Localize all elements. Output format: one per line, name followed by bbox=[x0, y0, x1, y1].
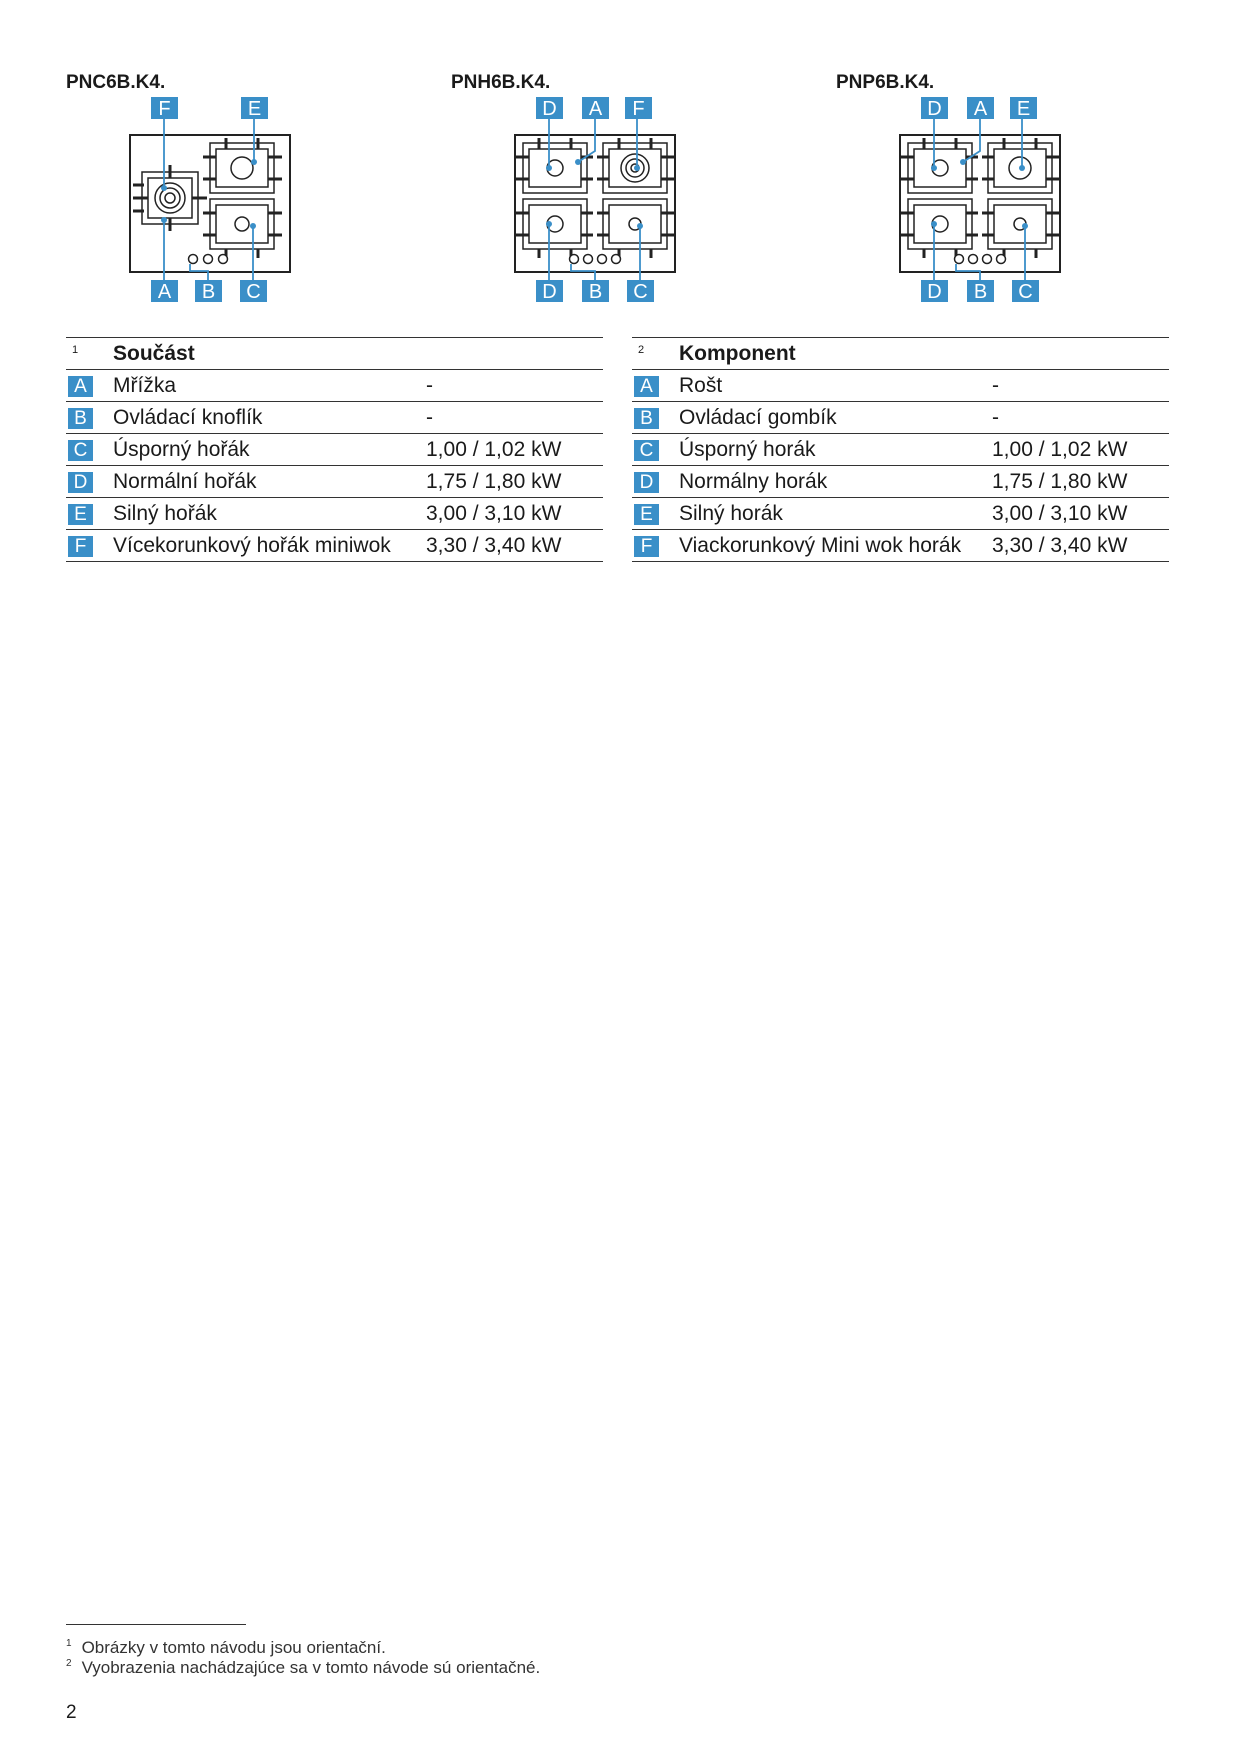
footnote-marker: 2 bbox=[638, 343, 645, 356]
table-row bbox=[632, 466, 1169, 498]
parts-table-czech bbox=[66, 337, 603, 562]
callout-badge-b bbox=[967, 280, 994, 303]
key-badge: D bbox=[68, 472, 93, 493]
part-value: 3,30 / 3,40 kW bbox=[426, 530, 603, 562]
part-name: Normálny horák bbox=[679, 466, 992, 498]
part-value: 1,00 / 1,02 kW bbox=[426, 434, 603, 466]
control-knob-icon bbox=[969, 255, 978, 264]
svg-text:B: B bbox=[973, 281, 988, 303]
table-row bbox=[632, 530, 1169, 562]
part-name: Mřížka bbox=[113, 370, 426, 402]
callout-badge-f bbox=[151, 97, 178, 120]
svg-text:C: C bbox=[246, 281, 261, 303]
part-name: Vícekorunkový hořák miniwok bbox=[113, 530, 426, 562]
table-row bbox=[66, 466, 603, 498]
table-row bbox=[66, 402, 603, 434]
svg-text:B: B bbox=[588, 281, 603, 303]
part-name: Úsporný horák bbox=[679, 434, 992, 466]
footnote-divider bbox=[66, 1624, 246, 1625]
table-row bbox=[632, 370, 1169, 402]
table-header-row bbox=[66, 338, 603, 370]
model-title-pnc6b: PNC6B.K4. bbox=[66, 72, 166, 93]
strong-burner-icon bbox=[231, 157, 253, 179]
svg-text:D: D bbox=[927, 281, 942, 303]
hob-diagram-pnh6b bbox=[485, 95, 725, 310]
callout-badge-c bbox=[627, 280, 654, 303]
callout-badge-e bbox=[241, 97, 268, 120]
page-number: 2 bbox=[66, 1702, 77, 1723]
part-name: Ovládací gombík bbox=[679, 402, 992, 434]
table-header: Komponent bbox=[679, 338, 1169, 370]
part-name: Silný horák bbox=[679, 498, 992, 530]
part-value: - bbox=[426, 402, 603, 434]
control-knob-icon bbox=[997, 255, 1006, 264]
callout-badge-b bbox=[195, 280, 222, 303]
svg-text:D: D bbox=[927, 98, 942, 120]
callout-badge-a bbox=[582, 97, 609, 120]
svg-text:E: E bbox=[1016, 98, 1031, 120]
footnote-marker: 1 bbox=[72, 343, 79, 356]
part-value: - bbox=[426, 370, 603, 402]
part-value: 1,75 / 1,80 kW bbox=[992, 466, 1169, 498]
part-name: Silný hořák bbox=[113, 498, 426, 530]
part-value: - bbox=[992, 402, 1169, 434]
footnote-text: Obrázky v tomto návodu jsou orientační. bbox=[81, 1638, 386, 1657]
model-title-pnh6b: PNH6B.K4. bbox=[451, 72, 551, 93]
part-value: 3,30 / 3,40 kW bbox=[992, 530, 1169, 562]
callout-badge-d bbox=[536, 280, 563, 303]
svg-text:A: A bbox=[157, 281, 172, 303]
svg-text:A: A bbox=[973, 98, 988, 120]
table-row bbox=[66, 370, 603, 402]
svg-text:B: B bbox=[201, 281, 216, 303]
control-knob-icon bbox=[612, 255, 621, 264]
callout-badge-d bbox=[921, 97, 948, 120]
callout-badge-d bbox=[536, 97, 563, 120]
part-value: 1,75 / 1,80 kW bbox=[426, 466, 603, 498]
part-name: Normální hořák bbox=[113, 466, 426, 498]
control-knob-icon bbox=[189, 255, 198, 264]
key-badge: E bbox=[68, 504, 93, 525]
callout-badge-c bbox=[240, 280, 267, 303]
control-knob-icon bbox=[584, 255, 593, 264]
callout-badge-b bbox=[582, 280, 609, 303]
callout-badge-a bbox=[967, 97, 994, 120]
control-knob-icon bbox=[955, 255, 964, 264]
part-name: Viackorunkový Mini wok horák bbox=[679, 530, 992, 562]
key-badge: C bbox=[634, 440, 659, 461]
economy-burner-icon bbox=[235, 217, 249, 231]
part-name: Rošt bbox=[679, 370, 992, 402]
callout-badge-d bbox=[921, 280, 948, 303]
svg-text:F: F bbox=[158, 98, 171, 120]
key-badge: F bbox=[68, 536, 93, 557]
part-value: 3,00 / 3,10 kW bbox=[992, 498, 1169, 530]
key-badge: D bbox=[634, 472, 659, 493]
table-row bbox=[632, 434, 1169, 466]
hob-diagram-pnp6b bbox=[870, 95, 1110, 310]
svg-text:A: A bbox=[588, 98, 603, 120]
key-badge: B bbox=[68, 408, 93, 429]
callout-badge-c bbox=[1012, 280, 1039, 303]
table-row bbox=[66, 498, 603, 530]
callout-badge-f bbox=[625, 97, 652, 120]
svg-text:C: C bbox=[1018, 281, 1033, 303]
control-knob-icon bbox=[598, 255, 607, 264]
control-knob-icon bbox=[983, 255, 992, 264]
svg-text:D: D bbox=[542, 98, 557, 120]
control-knob-icon bbox=[204, 255, 213, 264]
table-header-row bbox=[632, 338, 1169, 370]
table-header: Součást bbox=[113, 338, 603, 370]
footnote-text: Vyobrazenia nachádzajúce sa v tomto návode sú orientačné. bbox=[81, 1658, 541, 1677]
svg-text:D: D bbox=[542, 281, 557, 303]
key-badge: E bbox=[634, 504, 659, 525]
table-row bbox=[632, 402, 1169, 434]
table-row bbox=[66, 434, 603, 466]
key-badge: C bbox=[68, 440, 93, 461]
callout-badge-a bbox=[151, 280, 178, 303]
svg-text:C: C bbox=[633, 281, 648, 303]
table-row bbox=[66, 530, 603, 562]
part-name: Úsporný hořák bbox=[113, 434, 426, 466]
svg-text:E: E bbox=[247, 98, 262, 120]
footnote-number: 1 bbox=[66, 1638, 72, 1650]
model-title-pnp6b: PNP6B.K4. bbox=[836, 72, 935, 93]
footnote-2 bbox=[66, 1658, 540, 1678]
footnote-1 bbox=[66, 1638, 386, 1658]
svg-text:F: F bbox=[632, 98, 645, 120]
part-value: - bbox=[992, 370, 1169, 402]
hob-diagram-pnc6b bbox=[100, 95, 340, 310]
callout-badge-e bbox=[1010, 97, 1037, 120]
control-knob-icon bbox=[219, 255, 228, 264]
key-badge: A bbox=[634, 376, 659, 397]
footnote-number: 2 bbox=[66, 1658, 72, 1670]
part-value: 1,00 / 1,02 kW bbox=[992, 434, 1169, 466]
table-row bbox=[632, 498, 1169, 530]
key-badge: B bbox=[634, 408, 659, 429]
control-knob-icon bbox=[570, 255, 579, 264]
parts-table-slovak bbox=[632, 337, 1169, 562]
part-value: 3,00 / 3,10 kW bbox=[426, 498, 603, 530]
key-badge: A bbox=[68, 376, 93, 397]
key-badge: F bbox=[634, 536, 659, 557]
wok-burner-icon bbox=[155, 183, 185, 213]
part-name: Ovládací knoflík bbox=[113, 402, 426, 434]
